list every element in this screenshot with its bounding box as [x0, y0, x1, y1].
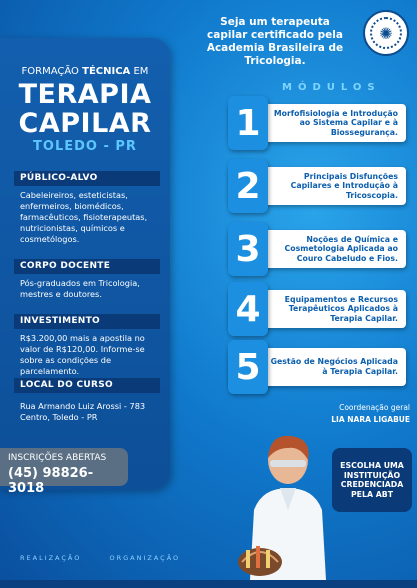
module-card — [228, 348, 406, 386]
abt-badge: ESCOLHA UMA INSTITUIÇÃO CREDENCIADA PELA ABT — [332, 448, 412, 512]
title-line-1: TERAPIA — [18, 79, 152, 110]
seal-emblem-icon: ✺ — [370, 17, 402, 49]
therapist-illustration — [230, 430, 340, 580]
module-text: Principais Disfunções Capilares e Introdução à Tricoscopia. — [290, 171, 398, 200]
coordinator-name: LIA NARA LIGABUE — [331, 415, 410, 424]
formacao-bold: TÉCNICA — [82, 66, 131, 77]
section-body-publico: Cabeleireiros, esteticistas, enfermeiros, biomédicos, farmacêuticos, fisioterapeutas, nutricionistas, químicos e cosmetólogos. — [20, 190, 148, 244]
section-body-local: Rua Armando Luiz Arossi - 783 Centro, Toledo - PR — [20, 401, 146, 422]
course-city: TOLEDO - PR — [33, 139, 137, 154]
module-number: 3 — [228, 222, 268, 276]
module-card — [228, 104, 406, 142]
module-number: 1 — [228, 96, 268, 150]
module-number: 4 — [228, 282, 268, 336]
registration-label: INSCRIÇÕES ABERTAS — [8, 453, 107, 463]
formacao-prefix: FORMAÇÃO — [21, 66, 79, 77]
section-head-publico: PÚBLICO-ALVO — [14, 171, 160, 186]
footer-credits — [20, 554, 180, 562]
academy-seal-icon — [363, 10, 409, 56]
course-type — [0, 66, 170, 77]
formacao-suffix: EM — [133, 66, 149, 77]
footer-organizacao: ORGANIZAÇÃO — [109, 554, 181, 562]
registration-box — [0, 448, 128, 496]
module-card — [228, 290, 406, 328]
module-number: 2 — [228, 159, 268, 213]
registration-phone[interactable]: (45) 98826-3018 — [8, 466, 94, 496]
section-head-docente: CORPO DOCENTE — [14, 259, 160, 274]
section-head-investimento: INVESTIMENTO — [14, 314, 160, 329]
section-head-local: LOCAL DO CURSO — [14, 378, 160, 393]
course-title — [0, 80, 170, 138]
section-body-docente: Pós-graduados em Tricologia, mestres e doutores. — [20, 278, 140, 299]
footer-realizacao: REALIZAÇÃO — [20, 554, 82, 562]
header-tagline: Seja um terapeuta capilar certificado pela Academia Brasileira de Tricologia. — [206, 16, 344, 67]
section-body-investimento: R$3.200,00 mais a apostila no valor de R$120,00. Informe-se sobre as condições de parcelamento. — [20, 333, 145, 376]
module-card — [228, 230, 406, 268]
title-line-2: CAPILAR — [18, 108, 152, 139]
module-text: Morfofisiologia e Introdução ao Sistema Capilar e à Biossegurança. — [273, 108, 398, 137]
module-number: 5 — [228, 340, 268, 394]
module-card — [228, 167, 406, 205]
modules-label: MÓDULOS — [282, 82, 381, 93]
module-text: Equipamentos e Recursos Terapêuticos Aplicados à Terapia Capilar. — [284, 294, 398, 323]
footer-bar — [0, 580, 417, 588]
coordination-label: Coordenação geral — [339, 403, 410, 412]
module-text: Noções de Química e Cosmetologia Aplicada ao Couro Cabeludo e Fios. — [284, 234, 398, 263]
module-text: Gestão de Negócios Aplicada à Terapia Capilar. — [270, 357, 398, 376]
